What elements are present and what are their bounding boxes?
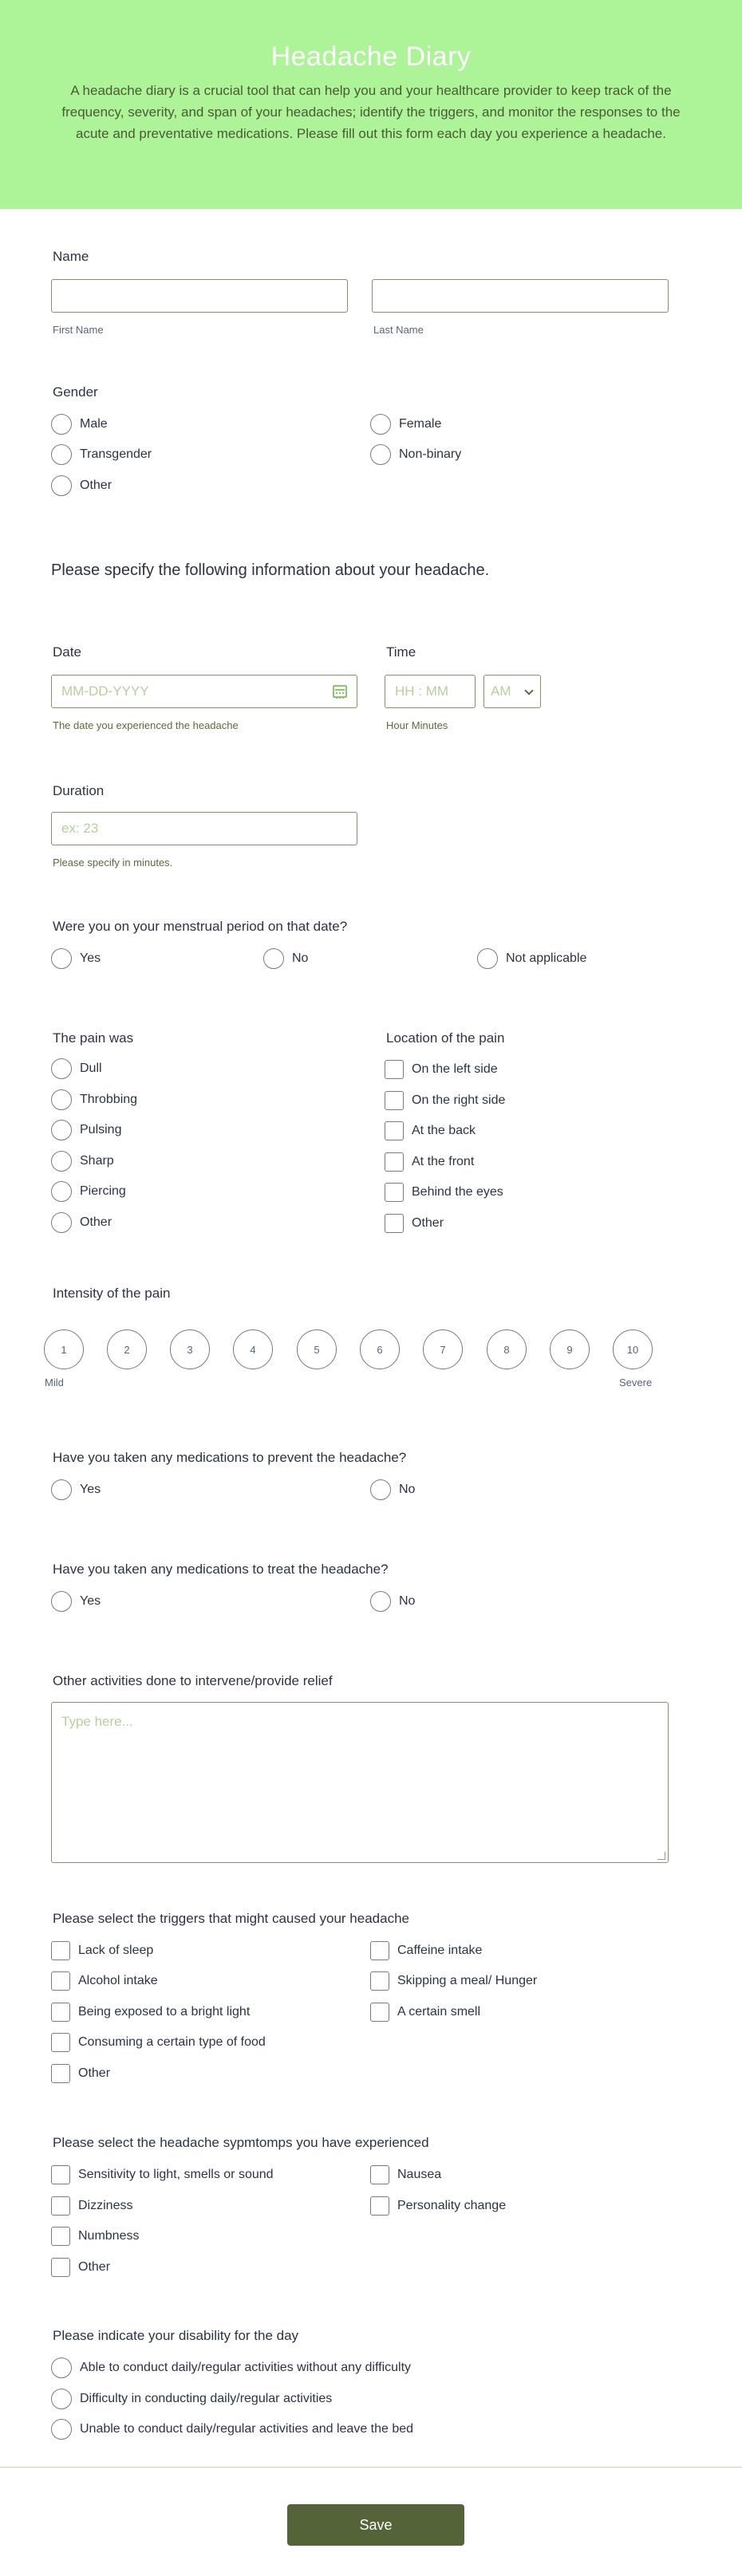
time-label: Time [386, 644, 416, 660]
checkbox[interactable] [51, 2165, 70, 2184]
symptom-option-personality-change[interactable] [370, 2195, 506, 2217]
option-label: Personality change [397, 2199, 507, 2212]
first-name-sublabel: First Name [53, 324, 104, 336]
prevent-medication-label: Have you taken any medications to prevent the headache? [53, 1450, 407, 1465]
first-name-input[interactable] [51, 279, 348, 313]
option-label: Being exposed to a bright light [78, 2005, 251, 2019]
intensity-option-2[interactable]: 2 [107, 1329, 147, 1369]
option-label: Not applicable [506, 951, 587, 965]
trigger-option-smell[interactable] [370, 2001, 480, 2023]
option-label: Other [78, 2260, 111, 2274]
radio-button[interactable] [263, 948, 284, 969]
menstrual-label: Were you on your menstrual period on that date? [53, 919, 348, 934]
duration-sublabel: Please specify in minutes. [53, 857, 173, 869]
footer-divider [0, 2467, 742, 2468]
radio-button[interactable] [51, 2419, 72, 2440]
gender-option-male[interactable] [51, 413, 108, 435]
triggers-label: Please select the triggers that might caused your headache [53, 1911, 409, 1926]
checkbox[interactable] [51, 2227, 70, 2246]
menstrual-option-yes[interactable] [51, 947, 101, 970]
trigger-option-caffeine[interactable] [370, 1940, 482, 1962]
option-label: Sharp [80, 1154, 114, 1168]
trigger-option-lack-of-sleep[interactable] [51, 1940, 153, 1962]
trigger-option-food[interactable] [51, 2031, 266, 2054]
duration-placeholder: ex: 23 [61, 821, 99, 836]
checkbox[interactable] [51, 2258, 70, 2277]
symptoms-label: Please select the headache sypmtomps you have experienced [53, 2135, 429, 2150]
location-option-behind-eyes[interactable] [385, 1181, 503, 1203]
option-label: No [399, 1483, 416, 1496]
option-label: Dizziness [78, 2199, 133, 2212]
radio-button[interactable] [51, 1181, 72, 1202]
gender-option-female[interactable] [370, 413, 441, 435]
checkbox[interactable] [385, 1152, 404, 1172]
activities-placeholder: Type here... [61, 1714, 133, 1729]
disability-option-bedridden[interactable] [51, 2418, 413, 2440]
time-sublabel: Hour Minutes [386, 719, 448, 731]
trigger-option-skipping-meal[interactable] [370, 1970, 537, 1992]
time-input[interactable] [385, 675, 476, 708]
trigger-option-bright-light[interactable] [51, 2001, 250, 2023]
checkbox[interactable] [385, 1091, 404, 1110]
activities-label: Other activities done to intervene/provide relief [53, 1673, 333, 1688]
option-label: No [292, 951, 309, 965]
pain-option-sharp[interactable] [51, 1150, 114, 1172]
prevent-option-no[interactable] [370, 1479, 415, 1501]
option-label: At the back [412, 1124, 476, 1137]
radio-button[interactable] [477, 948, 498, 969]
checkbox[interactable] [370, 2003, 389, 2022]
date-input[interactable] [51, 675, 357, 708]
pain-option-other[interactable] [51, 1211, 112, 1234]
option-label: Difficulty in conducting daily/regular activities [80, 2392, 333, 2405]
option-label: No [399, 1594, 416, 1608]
checkbox[interactable] [370, 2196, 389, 2216]
checkbox[interactable] [385, 1060, 404, 1079]
calendar-icon[interactable] [333, 685, 347, 698]
intensity-option-1[interactable]: 1 [44, 1329, 84, 1369]
form-description: A headache diary is a crucial tool that can help you and your healthcare provider to keep track of the frequency, severity, and span of your headaches; identify the triggers, and monitor the responses to the acute and preventative medications. Please fill out this form each day you experience a headache. [61, 83, 681, 141]
option-label: Transgender [80, 447, 152, 461]
checkbox[interactable] [51, 1941, 70, 1960]
activities-textarea[interactable] [51, 1702, 669, 1863]
duration-input[interactable] [51, 812, 357, 845]
option-label: On the right side [412, 1093, 506, 1107]
intensity-min-label: Mild [45, 1377, 64, 1388]
intensity-option-7[interactable]: 7 [423, 1329, 463, 1369]
pain-type-label: The pain was [53, 1030, 134, 1046]
radio-button[interactable] [51, 1120, 72, 1140]
radio-button[interactable] [370, 1479, 391, 1500]
radio-button[interactable] [51, 1151, 72, 1172]
trigger-option-alcohol[interactable] [51, 1970, 158, 1992]
option-label: Non-binary [399, 447, 462, 461]
last-name-input[interactable] [372, 279, 669, 313]
name-label: Name [53, 249, 89, 264]
gender-label: Gender [53, 384, 98, 400]
chevron-down-icon [524, 686, 533, 695]
date-sublabel: The date you experienced the headache [53, 719, 239, 731]
option-label: Caffeine intake [397, 1944, 483, 1957]
intensity-max-label: Severe [619, 1377, 653, 1388]
radio-button[interactable] [51, 948, 72, 969]
disability-option-no-difficulty[interactable] [51, 2357, 411, 2379]
form-header [0, 0, 742, 209]
radio-button[interactable] [51, 1479, 72, 1500]
radio-button[interactable] [51, 475, 72, 496]
checkbox[interactable] [385, 1121, 404, 1140]
option-label: Yes [80, 1483, 101, 1496]
checkbox[interactable] [51, 1971, 70, 1991]
option-label: Numbness [78, 2229, 140, 2243]
pain-location-label: Location of the pain [386, 1030, 505, 1046]
date-label: Date [53, 644, 81, 660]
menstrual-option-not-applicable[interactable] [477, 947, 586, 970]
option-label: Female [399, 417, 442, 431]
radio-button[interactable] [51, 2357, 72, 2378]
save-button[interactable]: Save [287, 2504, 464, 2546]
last-name-sublabel: Last Name [373, 324, 424, 336]
pain-option-dull[interactable] [51, 1058, 102, 1080]
resize-handle-icon[interactable] [657, 1852, 665, 1860]
radio-button[interactable] [51, 1058, 72, 1079]
intensity-option-5[interactable]: 5 [297, 1329, 337, 1369]
checkbox[interactable] [385, 1183, 404, 1202]
menstrual-option-no[interactable] [263, 947, 308, 970]
option-label: Dull [80, 1062, 102, 1075]
intensity-option-8[interactable]: 8 [487, 1329, 527, 1369]
option-label: A certain smell [397, 2005, 481, 2019]
gender-option-non-binary[interactable] [370, 443, 461, 466]
treat-option-yes[interactable] [51, 1590, 101, 1613]
option-label: Nausea [397, 2168, 442, 2181]
symptom-option-numbness[interactable] [51, 2225, 139, 2247]
option-label: At the front [412, 1155, 475, 1168]
radio-button[interactable] [370, 1591, 391, 1612]
intensity-option-9[interactable]: 9 [550, 1329, 590, 1369]
location-option-left-side[interactable] [385, 1058, 498, 1081]
option-label: Other [412, 1216, 444, 1230]
option-label: Yes [80, 1594, 101, 1608]
option-label: Yes [80, 951, 101, 965]
gender-option-transgender[interactable] [51, 443, 152, 466]
disability-option-difficulty[interactable] [51, 2388, 332, 2410]
symptom-option-nausea[interactable] [370, 2164, 441, 2186]
ampm-value: AM [491, 683, 511, 699]
checkbox[interactable] [370, 2165, 389, 2184]
checkbox[interactable] [385, 1214, 404, 1233]
option-label: Lack of sleep [78, 1944, 154, 1957]
location-option-other[interactable] [385, 1212, 444, 1235]
option-label: Sensitivity to light, smells or sound [78, 2168, 274, 2181]
checkbox[interactable] [51, 2064, 70, 2083]
disability-label: Please indicate your disability for the day [53, 2328, 299, 2343]
option-label: Unable to conduct daily/regular activities and leave the bed [80, 2422, 414, 2436]
location-option-back[interactable] [385, 1120, 476, 1142]
option-label: Other [80, 1215, 112, 1229]
intensity-option-6[interactable]: 6 [360, 1329, 400, 1369]
symptom-option-dizziness[interactable] [51, 2195, 132, 2217]
radio-button[interactable] [51, 2389, 72, 2409]
checkbox[interactable] [370, 1941, 389, 1960]
intensity-label: Intensity of the pain [53, 1286, 171, 1301]
pain-option-pulsing[interactable] [51, 1119, 121, 1141]
option-label: Piercing [80, 1184, 126, 1198]
radio-button[interactable] [51, 414, 72, 435]
symptom-option-other[interactable] [51, 2256, 110, 2279]
option-label: Other [78, 2066, 111, 2080]
ampm-select[interactable] [483, 675, 541, 708]
option-label: Pulsing [80, 1123, 122, 1136]
radio-button[interactable] [51, 1212, 72, 1233]
checkbox[interactable] [51, 2003, 70, 2022]
option-label: Consuming a certain type of food [78, 2035, 266, 2049]
gender-option-other[interactable] [51, 475, 112, 497]
option-label: Throbbing [80, 1093, 138, 1106]
checkbox[interactable] [51, 2033, 70, 2052]
location-option-right-side[interactable] [385, 1089, 505, 1112]
date-placeholder: MM-DD-YYYY [61, 683, 149, 699]
treat-medication-label: Have you taken any medications to treat the headache? [53, 1562, 389, 1577]
option-label: Other [80, 479, 112, 492]
location-option-front[interactable] [385, 1151, 474, 1173]
option-label: Skipping a meal/ Hunger [397, 1974, 538, 1987]
radio-button[interactable] [370, 444, 391, 465]
option-label: Able to conduct daily/regular activities without any difficulty [80, 2361, 412, 2374]
prevent-option-yes[interactable] [51, 1479, 101, 1501]
radio-button[interactable] [51, 1591, 72, 1612]
symptom-option-sensitivity[interactable] [51, 2164, 274, 2186]
option-label: Behind the eyes [412, 1185, 503, 1199]
radio-button[interactable] [370, 414, 391, 435]
time-placeholder: HH : MM [395, 683, 449, 699]
radio-button[interactable] [51, 1089, 72, 1110]
checkbox[interactable] [51, 2196, 70, 2216]
option-label: Alcohol intake [78, 1974, 158, 1987]
radio-button[interactable] [51, 444, 72, 465]
intensity-option-10[interactable]: 10 [613, 1329, 653, 1369]
pain-option-throbbing[interactable] [51, 1089, 137, 1111]
treat-option-no[interactable] [370, 1590, 415, 1613]
trigger-option-other[interactable] [51, 2062, 110, 2085]
checkbox[interactable] [370, 1971, 389, 1991]
form-title: Headache Diary [270, 41, 472, 72]
option-label: On the left side [412, 1062, 498, 1076]
intensity-option-4[interactable]: 4 [233, 1329, 273, 1369]
option-label: Male [80, 417, 108, 431]
duration-label: Duration [53, 783, 105, 798]
pain-option-piercing[interactable] [51, 1180, 126, 1203]
headache-info-statement: Please specify the following information about your headache. [51, 561, 490, 579]
intensity-option-3[interactable]: 3 [170, 1329, 210, 1369]
